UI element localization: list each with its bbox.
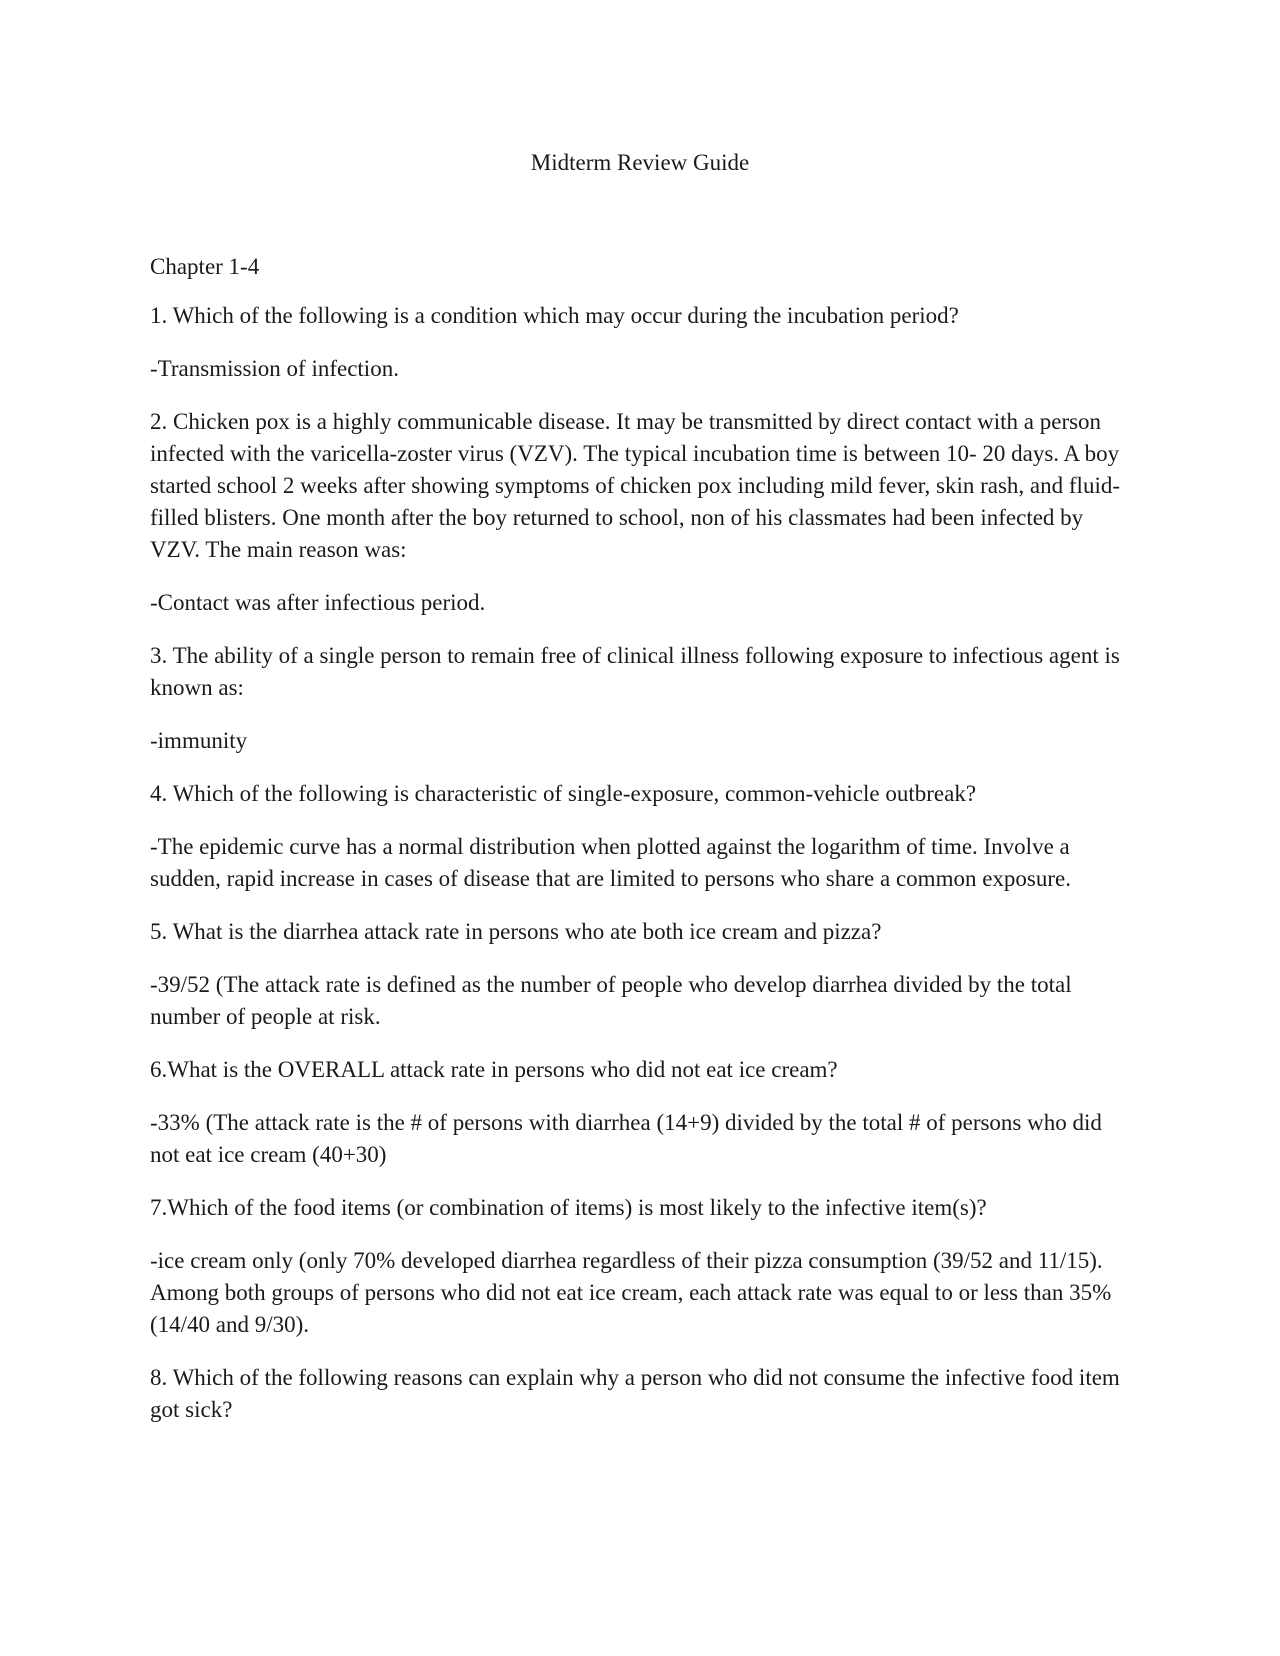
question-8: 8. Which of the following reasons can explain why a person who did not consume the infective food item got sick?: [150, 1365, 1120, 1422]
answer-3: -immunity: [150, 728, 248, 753]
answer-5: -39/52 (The attack rate is defined as the number of people who develop diarrhea divided by the total number of people at risk.: [150, 972, 1072, 1029]
question-3: 3. The ability of a single person to remain free of clinical illness following exposure to infectious agent is known as:: [150, 643, 1120, 700]
question-6: 6.What is the OVERALL attack rate in persons who did not eat ice cream?: [150, 1057, 838, 1082]
question-5: 5. What is the diarrhea attack rate in persons who ate both ice cream and pizza?: [150, 919, 882, 944]
question-1: 1. Which of the following is a condition which may occur during the incubation period?: [150, 303, 959, 328]
question-4: 4. Which of the following is characteristic of single-exposure, common-vehicle outbreak?: [150, 781, 977, 806]
question-2: 2. Chicken pox is a highly communicable disease. It may be transmitted by direct contact with a person infected with the varicella-zoster virus (VZV). The typical incubation time is between 10- 20 days. A boy started school 2 weeks after showing symptoms of chicken pox including mild fever, skin rash, and fluid-filled blisters. One month after the boy returned to school, non of his classmates had been infected by VZV. The main reason was:: [150, 409, 1120, 562]
answer-4: -The epidemic curve has a normal distribution when plotted against the logarithm of time. Involve a sudden, rapid increase in cases of disease that are limited to persons who share a common exposure.: [150, 834, 1071, 891]
answer-7: -ice cream only (only 70% developed diarrhea regardless of their pizza consumption (39/52 and 11/15). Among both groups of persons who did not eat ice cream, each attack rate was equal to or less than 35% (14/40 and 9/30).: [150, 1248, 1112, 1337]
answer-6: -33% (The attack rate is the # of persons with diarrhea (14+9) divided by the total # of persons who did not eat ice cream (40+30): [150, 1110, 1102, 1167]
chapter-heading: Chapter 1-4: [150, 254, 260, 279]
document-title: Midterm Review Guide: [530, 150, 750, 175]
question-7: 7.Which of the food items (or combination of items) is most likely to the infective item(s)?: [150, 1195, 987, 1220]
answer-2: -Contact was after infectious period.: [150, 590, 486, 615]
answer-1: -Transmission of infection.: [150, 356, 399, 381]
document-body: [150, 251, 1130, 1447]
